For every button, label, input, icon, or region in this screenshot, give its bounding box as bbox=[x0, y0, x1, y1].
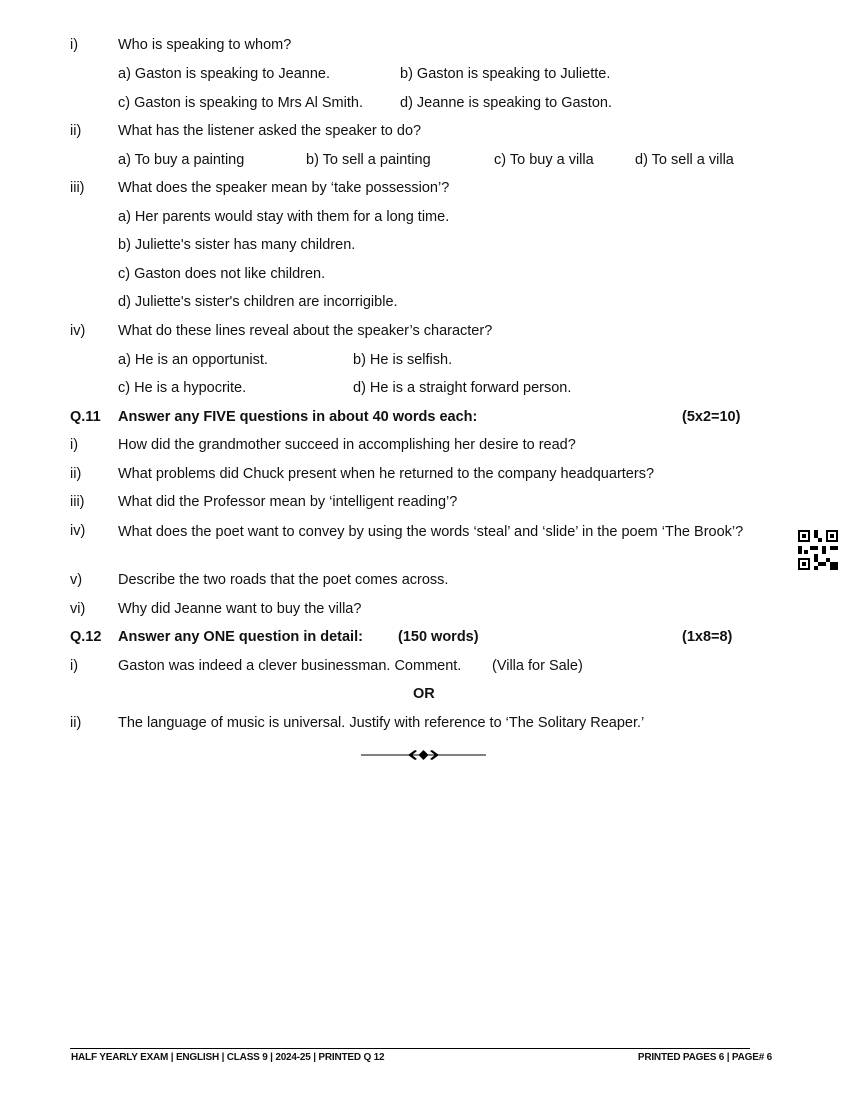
qr-code-icon bbox=[798, 530, 838, 570]
item-text: Gaston was indeed a clever businessman. Comment. bbox=[118, 658, 462, 674]
option: c) To buy a villa bbox=[494, 152, 594, 168]
option: b) Gaston is speaking to Juliette. bbox=[400, 66, 611, 82]
item-number: ii) bbox=[70, 466, 82, 482]
end-ornament-icon bbox=[361, 748, 486, 762]
item-number: vi) bbox=[70, 601, 86, 617]
q12-word-limit: (150 words) bbox=[398, 629, 479, 645]
option: c) Gaston is speaking to Mrs Al Smith. bbox=[118, 95, 363, 111]
footer-rule bbox=[70, 1048, 750, 1049]
option: d) He is a straight forward person. bbox=[353, 380, 572, 396]
q12-marks: (1x8=8) bbox=[682, 629, 733, 645]
option: d) Jeanne is speaking to Gaston. bbox=[400, 95, 612, 111]
item-text: What did the Professor mean by ‘intelligent reading’? bbox=[118, 494, 458, 510]
item-text: What problems did Chuck present when he returned to the company headquarters? bbox=[118, 466, 655, 482]
q12-title: Answer any ONE question in detail: bbox=[118, 629, 363, 645]
footer-exam-info: HALF YEARLY EXAM | ENGLISH | CLASS 9 | 2024-25 | PRINTED Q 12 bbox=[71, 1052, 385, 1063]
q10-ii-number: ii) bbox=[70, 123, 82, 139]
item-number: i) bbox=[70, 437, 79, 453]
footer-page-info: PRINTED PAGES 6 | PAGE# 6 bbox=[637, 1052, 772, 1063]
option: a) He is an opportunist. bbox=[118, 352, 268, 368]
option: c) Gaston does not like children. bbox=[118, 266, 326, 282]
q10-i-question: Who is speaking to whom? bbox=[118, 37, 292, 53]
q11-number: Q.11 bbox=[70, 409, 101, 425]
option: c) He is a hypocrite. bbox=[118, 380, 247, 396]
q10-iv-number: iv) bbox=[70, 323, 86, 339]
q11-marks: (5x2=10) bbox=[682, 409, 741, 425]
option: d) To sell a villa bbox=[635, 152, 734, 168]
item-text: Why did Jeanne want to buy the villa? bbox=[118, 601, 362, 617]
q11-title: Answer any FIVE questions in about 40 words each: bbox=[118, 409, 478, 425]
item-number: v) bbox=[70, 572, 83, 588]
q10-iii-number: iii) bbox=[70, 180, 85, 196]
item-number: iii) bbox=[70, 494, 85, 510]
item-text: What does the poet want to convey by using the words ‘steal’ and ‘slide’ in the poem ‘The Brook’? bbox=[118, 524, 744, 540]
item-number: ii) bbox=[70, 715, 82, 731]
item-reference: (Villa for Sale) bbox=[492, 658, 583, 674]
item-text: How did the grandmother succeed in accomplishing her desire to read? bbox=[118, 437, 576, 453]
option: d) Juliette's sister's children are incorrigible. bbox=[118, 294, 398, 310]
q10-iv-question: What do these lines reveal about the speaker’s character? bbox=[118, 323, 493, 339]
option: b) Juliette's sister has many children. bbox=[118, 237, 356, 253]
q10-iii-question: What does the speaker mean by ‘take possession’? bbox=[118, 180, 450, 196]
q12-number: Q.12 bbox=[70, 629, 102, 645]
or-divider: OR bbox=[413, 686, 435, 702]
item-text: Describe the two roads that the poet comes across. bbox=[118, 572, 449, 588]
item-number: iv) bbox=[70, 523, 86, 539]
option: b) He is selfish. bbox=[353, 352, 453, 368]
option: a) Gaston is speaking to Jeanne. bbox=[118, 66, 330, 82]
option: b) To sell a painting bbox=[306, 152, 431, 168]
item-number: i) bbox=[70, 658, 79, 674]
option: a) To buy a painting bbox=[118, 152, 245, 168]
q10-i-number: i) bbox=[70, 37, 79, 53]
option: a) Her parents would stay with them for a long time. bbox=[118, 209, 450, 225]
q10-ii-question: What has the listener asked the speaker to do? bbox=[118, 123, 422, 139]
item-text: The language of music is universal. Justify with reference to ‘The Solitary Reaper.’ bbox=[118, 715, 645, 731]
